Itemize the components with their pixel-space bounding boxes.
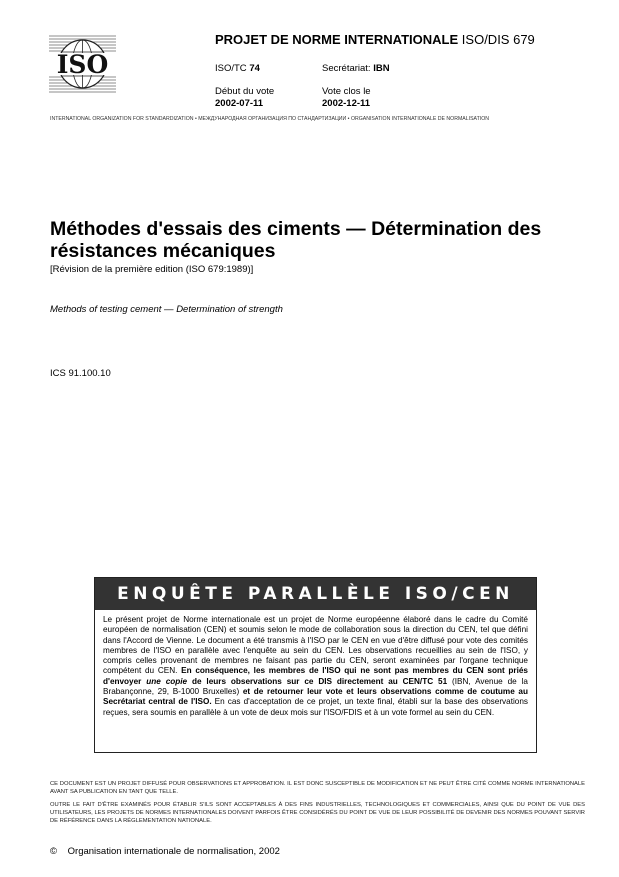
enquiry-paragraph-part: En cas d'acceptation de ce projet, un texte final, établi sur la base des observations reçues, sera soumis en parallèle à un vote de deux mois sur l'ISO/FDIS et à un vote formel au sein du CEN. (103, 697, 528, 717)
vote-start-label: Début du vote (215, 86, 275, 97)
enquiry-bold-part: de leurs observations sur ce DIS directement au CEN/TC 51 (187, 676, 448, 686)
evaluation-notice: OUTRE LE FAIT D'ÊTRE EXAMINÉS POUR ÉTABLIR S'ILS SONT ACCEPTABLES À DES FINS INDUSTRIELLES, TECHNOLOGIQUES ET COMMERCIALES, AINSI QUE DU POINT DE VUE DES UTILISATEURS, LES PROJETS DE NORMES INTERNATIONALES DOIVENT PARFOIS ÊTRE CONSIDÉRÉS DU POINT DE VUE DE LEUR POSSIBILITÉ DE DEVENIR DES NORMES POUVANT SERVIR DE RÉFÉRENCE DANS LA RÉGLEMENTATION NATIONALE. (50, 802, 585, 824)
enquiry-bold-part: En conséquence, les membres de l'ISO qui ne sont pas membres du CEN sont priés d'envoyer (103, 666, 528, 686)
secretariat-label: Secrétariat: (322, 63, 371, 74)
parallel-enquiry-heading: ENQUÊTE PARALLÈLE ISO/CEN (95, 578, 536, 610)
technical-committee (215, 63, 260, 74)
document-type: PROJET DE NORME INTERNATIONALE (215, 32, 459, 47)
tc-label: ISO/TC (215, 63, 247, 74)
vote-start-date: 2002-07-11 (215, 98, 264, 109)
document-reference: ISO/DIS 679 (461, 32, 535, 47)
secretariat (322, 63, 390, 74)
tc-value: 74 (249, 63, 260, 74)
enquiry-bold-part: et de retourner leur vote et leurs observations comme de coutume au Secrétariat central de l'ISO. (103, 687, 528, 707)
parallel-enquiry-text (95, 610, 536, 718)
secretariat-value: IBN (373, 63, 390, 74)
copyright-line (50, 846, 280, 857)
enquiry-bold-italic-part: une copie (146, 676, 188, 686)
copyright-icon: © (50, 846, 57, 857)
english-title: Methods of testing cement — Determination of strength (50, 304, 283, 315)
organization-names-line: INTERNATIONAL ORGANIZATION FOR STANDARDIZATION • МЕЖДУНАРОДНАЯ ОРГАНИЗАЦИЯ ПО СТАНДАРТИЗАЦИИ • ORGANISATION INTERNATIONALE DE NORMALISATION (50, 116, 489, 122)
ics-code: ICS 91.100.10 (50, 368, 111, 379)
draft-notice: CE DOCUMENT EST UN PROJET DIFFUSÉ POUR OBSERVATIONS ET APPROBATION. IL EST DONC SUSCEPTIBLE DE MODIFICATION ET NE PEUT ÊTRE CITÉ COMME NORME INTERNATIONALE AVANT SA PUBLICATION EN TANT QUE TELLE. (50, 781, 585, 795)
parallel-enquiry-box (94, 577, 537, 753)
enquiry-paragraph-part: Le présent projet de Norme internationale est un projet de Norme européenne élaboré dans le cadre du Comité européen de normalisation (CEN) et soumis selon le mode de collaboration sous la direction du CEN, tel que défini dans l'Accord de Vienne. Le document a été transmis à l'ISO par le CEN en vue d'être diffusé pour vote des comités membres de l'ISO en parallèle avec l'enquête au sein du CEN. Les observations recueillies au sein de l'ISO, y compris celles provenant de membres ne faisant pas partie du CEN, seront examinées par l'organe technique compétent du CEN. (103, 615, 528, 676)
document-title: Méthodes d'essais des ciments — Détermination des résistances mécaniques (50, 218, 542, 262)
vote-end-date: 2002-12-11 (322, 98, 371, 109)
iso-logo-icon (49, 34, 116, 94)
document-type-title (215, 32, 535, 47)
revision-note: [Révision de la première edition (ISO 679:1989)] (50, 264, 254, 275)
copyright-text: Organisation internationale de normalisation, 2002 (67, 846, 280, 857)
svg-text:ISO: ISO (56, 50, 109, 79)
enquiry-address: (IBN, Avenue de la Brabançonne, 29, B-1000 Bruxelles) (103, 676, 528, 697)
vote-end-label: Vote clos le (322, 86, 371, 97)
